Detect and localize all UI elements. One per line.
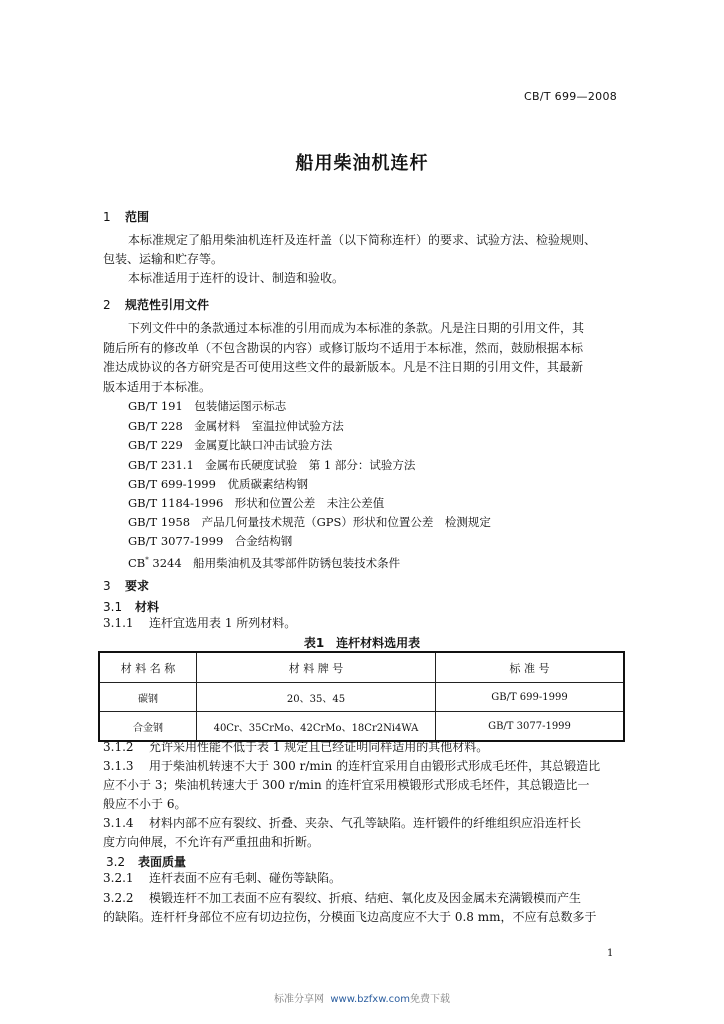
section-number: 2 (103, 298, 111, 312)
reference-item (128, 550, 400, 573)
clause-number: 3.1.1 (103, 616, 134, 630)
table-header-cell: 材 料 名 称 (99, 652, 197, 683)
table-cell: 20、35、45 (197, 683, 436, 712)
reference-item: GB/T 3077-1999 合金结构钢 (128, 534, 293, 548)
paragraph-3-2-1 (103, 868, 341, 888)
ref-rest: 3244 船用柴油机及其零部件防锈包装技术条件 (148, 555, 401, 570)
table-caption: 表1 连杆材料选用表 (303, 636, 421, 650)
table-cell: GB/T 3077-1999 (436, 712, 625, 742)
reference-item: GB/T 229 金属夏比缺口冲击试验方法 (128, 438, 333, 452)
paragraph: 包装、运输和贮存等。 (103, 252, 224, 266)
section-title: 范围 (125, 210, 150, 224)
paragraph: 准达成协议的各方研究是否可使用这些文件的最新版本。凡是不注日期的引用文件，其最新 (103, 360, 584, 374)
clause-number: 3.1.3 (103, 759, 134, 773)
table-cell: 合金钢 (99, 712, 197, 742)
clause-text: 允许采用性能不低于表 1 规定且已经证明同样适用的其他材料。 (149, 740, 489, 754)
paragraph-3-1-2 (103, 737, 488, 757)
table-cell: 40Cr、35CrMo、42CrMo、18Cr2Ni4WA (197, 712, 436, 742)
ref-superscript: * (145, 556, 149, 564)
table-header-cell: 材 料 牌 号 (197, 652, 436, 683)
table-row (99, 683, 624, 712)
section-1-heading (103, 208, 149, 225)
footer-url[interactable]: www.bzfxw.com (330, 994, 410, 1005)
paragraph-3-2-2 (103, 888, 581, 908)
clause-number: 3.1.2 (103, 740, 134, 754)
section-number: 1 (103, 210, 111, 224)
paragraph: 般应不小于 6。 (103, 797, 187, 811)
reference-item: GB/T 699-1999 优质碳素结构钢 (128, 477, 308, 491)
section-number: 3.1 (103, 600, 123, 614)
paragraph-3-1-4 (103, 813, 581, 833)
clause-number: 3.2.1 (103, 871, 134, 885)
page-title: 船用柴油机连杆 (295, 153, 429, 174)
clause-number: 3.2.2 (103, 891, 134, 905)
paragraph: 本标准适用于连杆的设计、制造和验收。 (128, 271, 345, 285)
page-number: 1 (607, 948, 614, 959)
section-title: 材料 (135, 600, 160, 614)
clause-number: 3.1.4 (103, 816, 134, 830)
section-title: 要求 (125, 579, 150, 593)
paragraph: 应不小于 3；柴油机转速大于 300 r/min 的连杆宜采用模锻形式形成毛坯件，其总锻造比一 (103, 778, 590, 792)
paragraph: 版本适用于本标准。 (103, 380, 212, 394)
footer-suffix: 免费下载 (410, 994, 450, 1005)
section-title: 规范性引用文件 (125, 298, 210, 312)
paragraph: 度方向伸展，不允许有严重扭曲和折断。 (103, 835, 320, 849)
clause-text: 连杆宜选用表 1 所列材料。 (149, 616, 297, 630)
clause-text: 连杆表面不应有毛刺、碰伤等缺陷。 (149, 871, 342, 885)
material-table (98, 651, 625, 742)
paragraph-3-1-1 (103, 613, 296, 633)
reference-item: GB/T 191 包装储运图示标志 (128, 399, 287, 413)
paragraph: 下列文件中的条款通过本标准的引用而成为本标准的条款。凡是注日期的引用文件，其 (128, 321, 585, 335)
clause-text: 用于柴油机转速不大于 300 r/min 的连杆宜采用自由锻形式形成毛坯件，其总锻造比 (149, 759, 601, 773)
table-cell: 碳钢 (99, 683, 197, 712)
ref-prefix: CB (128, 555, 146, 570)
reference-item: GB/T 231.1 金属布氏硬度试验 第 1 部分：试验方法 (128, 458, 416, 472)
table-cell: GB/T 699-1999 (436, 683, 625, 712)
table-header-cell: 标 准 号 (436, 652, 625, 683)
footer-site-name: 标准分享网 (274, 994, 324, 1005)
clause-text: 模锻连杆不加工表面不应有裂纹、折痕、结疤、氧化皮及因金属未充满锻模而产生 (149, 891, 582, 905)
paragraph: 的缺陷。连杆杆身部位不应有切边拉伤，分模面飞边高度应不大于 0.8 mm，不应有总数多于 (103, 910, 597, 924)
footer-watermark (0, 990, 724, 1005)
section-3-heading (103, 577, 149, 594)
paragraph: 本标准规定了船用柴油机连杆及连杆盖（以下简称连杆）的要求、试验方法、检验规则、 (128, 233, 597, 247)
reference-item: GB/T 228 金属材料 室温拉伸试验方法 (128, 419, 344, 433)
clause-text: 材料内部不应有裂纹、折叠、夹杂、气孔等缺陷。连杆锻件的纤维组织应沿连杆长 (149, 816, 582, 830)
section-number: 3 (103, 579, 111, 593)
paragraph: 随后所有的修改单（不包含勘误的内容）或修订版均不适用于本标准，然而，鼓励根据本标 (103, 341, 584, 355)
section-2-heading (103, 296, 209, 313)
section-number: 3.2 (106, 855, 126, 869)
standard-number: CB/T 699—2008 (524, 90, 618, 103)
paragraph-3-1-3 (103, 756, 600, 776)
table-header-row (99, 652, 624, 683)
reference-item: GB/T 1184-1996 形状和位置公差 未注公差值 (128, 496, 385, 510)
section-title: 表面质量 (138, 855, 187, 869)
reference-item: GB/T 1958 产品几何量技术规范（GPS）形状和位置公差 检测规定 (128, 515, 491, 529)
